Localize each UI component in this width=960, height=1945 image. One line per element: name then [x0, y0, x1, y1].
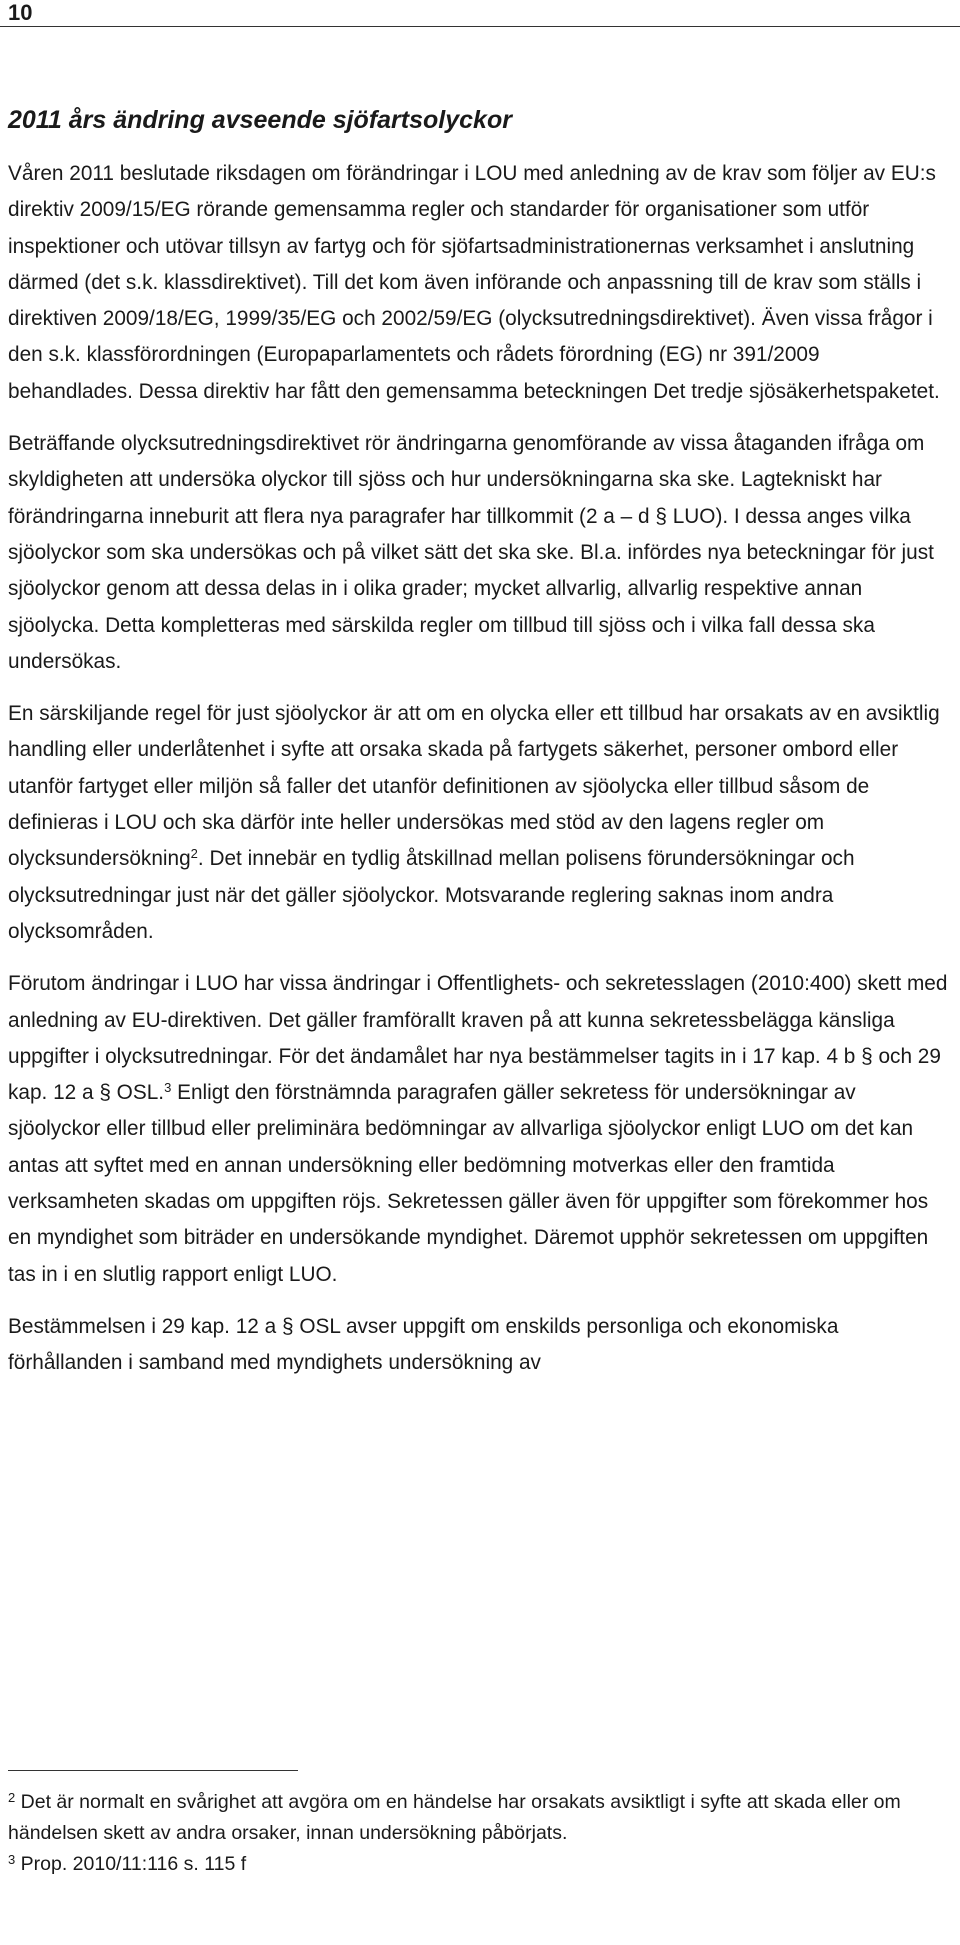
footnotes	[8, 1787, 948, 1880]
footnote-3	[8, 1849, 948, 1880]
section-heading: 2011 års ändring avseende sjöfartsolyckor	[8, 106, 512, 134]
header-rule	[0, 26, 960, 27]
footnote-2	[8, 1787, 948, 1849]
paragraph-text: En särskiljande regel för just sjöolyckor är att om en olycka eller ett tillbud har orsakats av en avsiktlig handling eller underlåtenhet i syfte att orsaka skada på fartygets säkerhet, personer ombord eller utanför fartyget eller miljön så faller det utanför definitionen av sjöolycka eller tillbud såsom de definieras i LOU och ska därför inte heller undersökas med stöd av den lagens regler om olycksundersökning	[8, 702, 940, 871]
paragraph-1	[8, 156, 948, 410]
paragraph-5	[8, 1309, 948, 1382]
footnote-text: Prop. 2010/11:116 s. 115 f	[15, 1853, 247, 1875]
paragraph-text: Enligt den förstnämnda paragrafen gäller sekretess för undersökningar av sjöolyckor eller tillbud eller preliminära bedömningar av allvarliga sjöolyckor enligt LUO om det kan antas att syftet med en annan undersökning eller bedömning motverkas eller den framtida verksamheten skadas om uppgiften röjs. Sekretessen gäller även för uppgifter som förekommer hos en myndighet som biträder en undersökande myndighet. Däremot upphör sekretessen om uppgiften tas in i en slutlig rapport enligt LUO.	[8, 1081, 929, 1286]
page-number: 10	[8, 0, 33, 25]
paragraph-text: Beträffande olycksutredningsdirektivet rör ändringarna genomförande av vissa åtaganden ifråga om skyldigheten att undersöka olyckor till sjöss och hur undersökningarna ska ske. Lagtekniskt har förändringarna inneburit att flera nya paragrafer har tillkommit (2 a – d § LUO). I dessa anges vilka sjöolyckor som ska undersökas och på vilket sätt det ska ske. Bl.a. infördes nya beteckningar för just sjöolyckor genom att dessa delas in i olika grader; mycket allvarlig, allvarlig respektive annan sjöolycka. Detta kompletteras med särskilda regler om tillbud till sjöss och i vilka fall dessa ska undersökas.	[8, 432, 934, 673]
document-body	[8, 105, 948, 1398]
paragraph-text: Bestämmelsen i 29 kap. 12 a § OSL avser uppgift om enskilds personliga och ekonomiska förhållanden i samband med myndighets undersökning av	[8, 1314, 839, 1375]
paragraph-2	[8, 426, 948, 680]
paragraph-text: Våren 2011 beslutade riksdagen om förändringar i LOU med anledning av de krav som följer av EU:s direktiv 2009/15/EG rörande gemensamma regler och standarder för organisationer som utför inspektioner och utövar tillsyn av fartyg och för sjöfartsadministrationernas verksamhet i anslutning därmed (det s.k. klassdirektivet). Till det kom även införande och anpassning till de krav som ställs i direktiven 2009/18/EG, 1999/35/EG och 2002/59/EG (olycksutredningsdirektivet). Även vissa frågor i den s.k. klassförordningen (Europaparlamentets och rådets förordning (EG) nr 391/2009 behandlades. Dessa direktiv har fått den gemensamma beteckningen Det tredje sjösäkerhetspaketet.	[8, 162, 940, 403]
footnote-reference[interactable]: 2	[190, 846, 198, 862]
footnote-separator	[8, 1770, 298, 1771]
paragraph-text: Förutom ändringar i LUO har vissa ändringar i Offentlighets- och sekretesslagen (2010:400) skett med anledning av EU-direktiven. Det gäller framförallt kraven på att kunna sekretessbelägga känsliga uppgifter i olycksutredningar. För det ändamålet har nya bestämmelser tagits in i 17 kap. 4 b § och 29 kap. 12 a § OSL.	[8, 972, 948, 1105]
paragraph-3	[8, 696, 948, 950]
paragraph-4	[8, 966, 948, 1293]
footnote-marker: 2	[8, 1790, 16, 1805]
paragraph-text: . Det innebär en tydlig åtskillnad mellan polisens förundersökningar och olycksutredningar just när det gäller sjöolyckor. Motsvarande reglering saknas inom andra olycksområden.	[8, 847, 855, 943]
footnote-reference[interactable]: 3	[164, 1080, 172, 1096]
footnote-marker: 3	[8, 1852, 16, 1867]
footnote-text: Det är normalt en svårighet att avgöra om en händelse har orsakats avsiktligt i syfte att skada eller om händelsen skett av andra orsaker, innan undersökning påbörjats.	[8, 1791, 901, 1844]
